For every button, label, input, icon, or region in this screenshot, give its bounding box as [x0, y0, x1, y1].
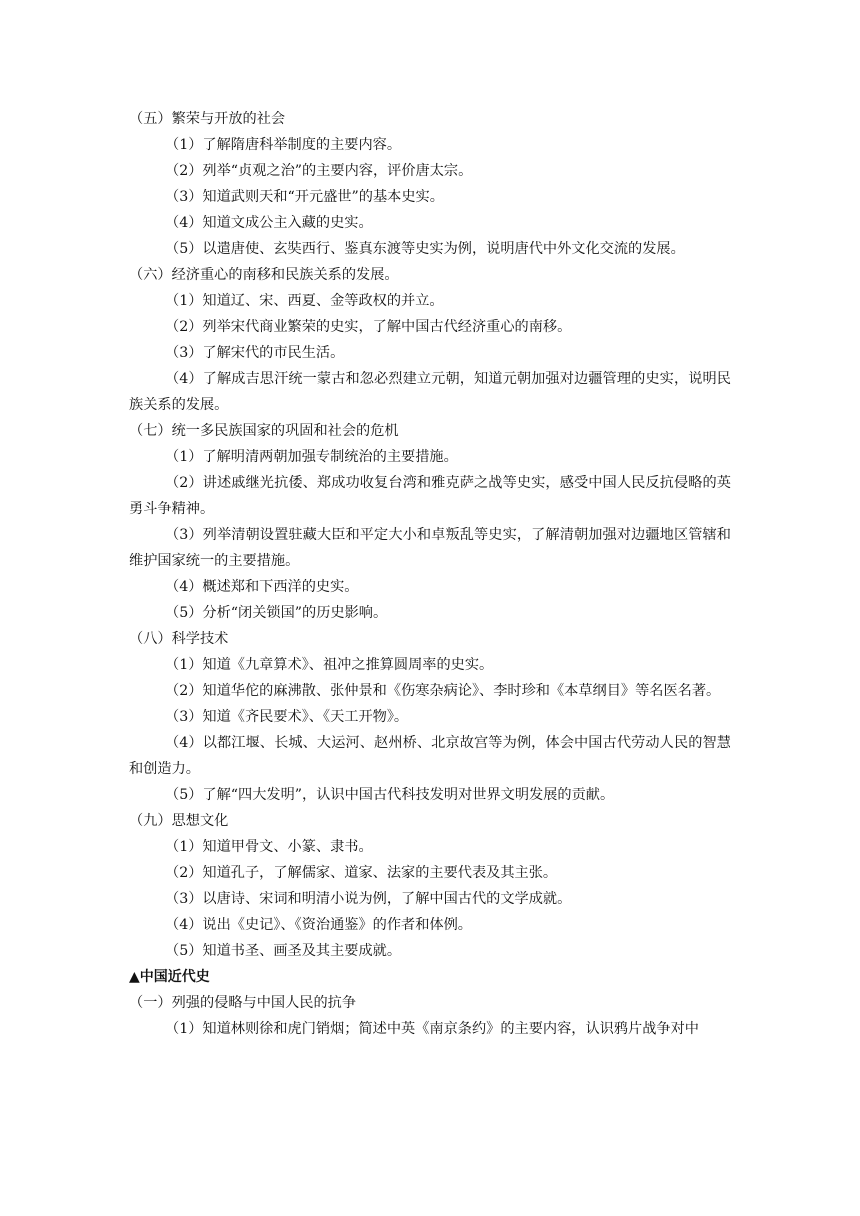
list-item: （5）分析“闭关锁国”的历史影响。 [165, 605, 388, 621]
section-heading: （九）思想文化 [129, 813, 229, 829]
list-item: （1）了解明清两朝加强专制统治的主要措施。 [165, 449, 458, 465]
list-item: （2）讲述戚继光抗倭、郑成功收复台湾和雅克萨之战等史实，感受中国人民反抗侵略的英勇斗争精神。 [129, 475, 731, 517]
section-heading: （一）列强的侵略与中国人民的抗争 [129, 995, 357, 1011]
list-item: （3）了解宋代的市民生活。 [165, 345, 345, 361]
list-item: （1）知道《九章算术》、祖冲之推算圆周率的史实。 [165, 657, 494, 673]
list-item: （4）说出《史记》、《资治通鉴》的作者和体例。 [165, 917, 472, 933]
list-item: （2）列举宋代商业繁荣的史实，了解中国古代经济重心的南移。 [165, 319, 572, 335]
section-heading: （八）科学技术 [129, 631, 229, 647]
list-item: （3）知道武则天和“开元盛世”的基本史实。 [165, 189, 444, 205]
list-item: （1）知道辽、宋、西夏、金等政权的并立。 [165, 293, 444, 309]
part-title: ▲中国近代史 [129, 969, 210, 985]
document-body [129, 106, 731, 1042]
list-item: （3）列举清朝设置驻藏大臣和平定大小和卓叛乱等史实，了解清朝加强对边疆地区管辖和维护国家统一的主要措施。 [129, 527, 731, 569]
list-item: （5）知道书圣、画圣及其主要成就。 [165, 943, 402, 959]
list-item: （4）概述郑和下西洋的史实。 [165, 579, 359, 595]
list-item: （4）了解成吉思汗统一蒙古和忽必烈建立元朝，知道元朝加强对边疆管理的史实，说明民族关系的发展。 [129, 371, 731, 413]
section-heading: （五）繁荣与开放的社会 [129, 111, 286, 127]
list-item: （4）以都江堰、长城、大运河、赵州桥、北京故宫等为例，体会中国古代劳动人民的智慧和创造力。 [129, 735, 731, 777]
list-item: （4）知道文成公主入藏的史实。 [165, 215, 373, 231]
list-item: （2）知道孔子，了解儒家、道家、法家的主要代表及其主张。 [165, 865, 558, 881]
section-heading: （七）统一多民族国家的巩固和社会的危机 [129, 423, 399, 439]
list-item: （3）知道《齐民要术》、《天工开物》。 [165, 709, 409, 725]
list-item: （1）了解隋唐科举制度的主要内容。 [165, 137, 402, 153]
list-item: （2）列举“贞观之治”的主要内容，评价唐太宗。 [165, 163, 473, 179]
list-item: （5）以遣唐使、玄奘西行、鉴真东渡等史实为例，说明唐代中外文化交流的发展。 [165, 241, 685, 257]
list-item: （1）知道甲骨文、小篆、隶书。 [165, 839, 373, 855]
list-item: （3）以唐诗、宋词和明清小说为例，了解中国古代的文学成就。 [165, 891, 572, 907]
list-item: （5）了解“四大发明”，认识中国古代科技发明对世界文明发展的贡献。 [165, 787, 615, 803]
list-item: （1）知道林则徐和虎门销烟；简述中英《南京条约》的主要内容，认识鸦片战争对中 [165, 1021, 699, 1037]
section-heading: （六）经济重心的南移和民族关系的发展。 [129, 267, 399, 283]
list-item: （2）知道华佗的麻沸散、张仲景和《伤寒杂病论》、李时珍和《本草纲目》等名医名著。 [165, 683, 721, 699]
